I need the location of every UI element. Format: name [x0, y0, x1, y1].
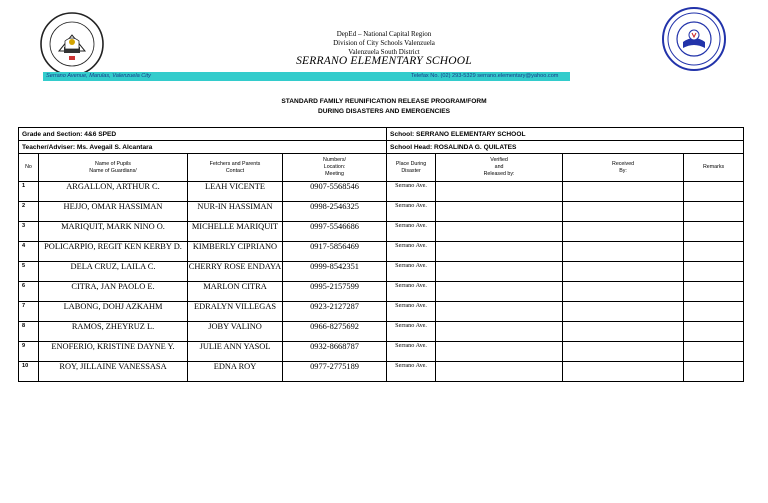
verified-cell [436, 242, 563, 262]
table-row [19, 182, 744, 202]
row-number: 10 [19, 362, 39, 382]
contact-number: 0977-2775189 [283, 362, 387, 382]
form-subtitle: DURING DISASTERS AND EMERGENCIES [317, 108, 450, 115]
remarks-cell [684, 322, 744, 342]
table-row [19, 302, 744, 322]
contact-number: 0917-5856469 [283, 242, 387, 262]
received-cell [563, 322, 684, 342]
form-title: STANDARD FAMILY REUNIFICATION RELEASE PROGRAM/FORM [281, 98, 487, 105]
fetcher-name: MARLON CITRA [188, 282, 283, 302]
remarks-cell [684, 262, 744, 282]
table-row [19, 322, 744, 342]
verified-cell [436, 182, 563, 202]
row-number: 9 [19, 342, 39, 362]
verified-cell [436, 282, 563, 302]
col-no: No [19, 154, 39, 182]
remarks-cell [684, 222, 744, 242]
table-row [19, 282, 744, 302]
fetcher-name: JOBY VALINO [188, 322, 283, 342]
received-cell [563, 222, 684, 242]
contact-number: 0999-8542351 [283, 262, 387, 282]
pupil-name: ENOFERIO, KRISTINE DAYNE Y. [39, 342, 188, 362]
pupil-name: RAMOS, ZHEYRUZ L. [39, 322, 188, 342]
remarks-cell [684, 302, 744, 322]
contact-number: 0907-5568546 [283, 182, 387, 202]
school-telefax: Telefax No. (02) 293-5329 serrano.elementary@yahoo.com [411, 73, 559, 79]
disaster-place: Serrano Ave. [387, 322, 436, 342]
fetcher-name: KIMBERLY CIPRIANO [188, 242, 283, 262]
row-number: 7 [19, 302, 39, 322]
remarks-cell [684, 362, 744, 382]
verified-cell [436, 322, 563, 342]
fetcher-name: NUR-IN HASSIMAN [188, 202, 283, 222]
division-line: Division of City Schools Valenzuela [333, 39, 435, 47]
school-field: School: SERRANO ELEMENTARY SCHOOL [387, 128, 744, 141]
remarks-cell [684, 182, 744, 202]
region-line: DepEd – National Capital Region [336, 30, 432, 38]
disaster-place: Serrano Ave. [387, 362, 436, 382]
remarks-cell [684, 242, 744, 262]
col-contact: Numbers/ Location: Meeting [283, 154, 387, 182]
verified-cell [436, 222, 563, 242]
info-row [19, 128, 744, 141]
verified-cell [436, 362, 563, 382]
remarks-cell [684, 342, 744, 362]
grade-section: Grade and Section: 4&6 SPED [19, 128, 387, 141]
pupil-name: POLICARPIO, REGIT KEN KERBY D. [39, 242, 188, 262]
contact-number: 0997-5546686 [283, 222, 387, 242]
received-cell [563, 262, 684, 282]
received-cell [563, 182, 684, 202]
contact-number: 0995-2157599 [283, 282, 387, 302]
fetcher-name: LEAH VICENTE [188, 182, 283, 202]
fetcher-name: EDRALYN VILLEGAS [188, 302, 283, 322]
col-verified: Verified and Released by: [436, 154, 563, 182]
column-header-row [19, 154, 744, 182]
district-line: Valenzuela South District [348, 48, 420, 56]
verified-cell [436, 202, 563, 222]
adviser-field: Teacher/Adviser: Ms. Avegail S. Alcantara [19, 141, 387, 154]
contact-number: 0966-8275692 [283, 322, 387, 342]
disaster-place: Serrano Ave. [387, 222, 436, 242]
disaster-place: Serrano Ave. [387, 282, 436, 302]
row-number: 5 [19, 262, 39, 282]
fetcher-name: CHERRY ROSE ENDAYA [188, 262, 283, 282]
fetcher-name: MICHELLE MARIQUIT [188, 222, 283, 242]
verified-cell [436, 302, 563, 322]
col-received: Received By: [563, 154, 684, 182]
contact-number: 0923-2127287 [283, 302, 387, 322]
school-head-field: School Head: ROSALINDA G. QUILATES [387, 141, 744, 154]
contact-number: 0998-2546325 [283, 202, 387, 222]
fetcher-name: EDNA ROY [188, 362, 283, 382]
verified-cell [436, 342, 563, 362]
pupil-name: ARGALLON, ARTHUR C. [39, 182, 188, 202]
pupil-name: LABONG, DOHJ AZKAHM [39, 302, 188, 322]
row-number: 1 [19, 182, 39, 202]
row-number: 8 [19, 322, 39, 342]
row-number: 3 [19, 222, 39, 242]
disaster-place: Serrano Ave. [387, 182, 436, 202]
pupil-name: MARIQUIT, MARK NINO O. [39, 222, 188, 242]
fetcher-name: JULIE ANN YASOL [188, 342, 283, 362]
row-number: 2 [19, 202, 39, 222]
disaster-place: Serrano Ave. [387, 302, 436, 322]
remarks-cell [684, 282, 744, 302]
pupil-name: ROY, JILLAINE VANESSASA [39, 362, 188, 382]
row-number: 4 [19, 242, 39, 262]
disaster-place: Serrano Ave. [387, 342, 436, 362]
received-cell [563, 362, 684, 382]
col-pupil: Name of Pupils Name of Guardians/ [39, 154, 188, 182]
table-row [19, 242, 744, 262]
contact-bar [43, 72, 570, 81]
table-row [19, 342, 744, 362]
table-row [19, 262, 744, 282]
reunification-table [18, 127, 744, 382]
pupil-name: HEJJO, OMAR HASSIMAN [39, 202, 188, 222]
disaster-place: Serrano Ave. [387, 242, 436, 262]
table-row [19, 362, 744, 382]
table-row [19, 202, 744, 222]
row-number: 6 [19, 282, 39, 302]
pupil-name: DELA CRUZ, LAILA C. [39, 262, 188, 282]
table-row [19, 222, 744, 242]
received-cell [563, 282, 684, 302]
received-cell [563, 342, 684, 362]
col-place: Place During Disaster [387, 154, 436, 182]
school-name: SERRANO ELEMENTARY SCHOOL [296, 55, 472, 67]
verified-cell [436, 262, 563, 282]
pupil-name: CITRA, JAN PAOLO E. [39, 282, 188, 302]
contact-number: 0932-8668787 [283, 342, 387, 362]
info-row [19, 141, 744, 154]
received-cell [563, 242, 684, 262]
remarks-cell [684, 202, 744, 222]
school-address: Serrano Avenue, Marulas, Valenzuela City [46, 73, 151, 79]
col-remarks: Remarks [684, 154, 744, 182]
disaster-place: Serrano Ave. [387, 202, 436, 222]
col-fetcher: Fetchers and Parents Contact [188, 154, 283, 182]
received-cell [563, 302, 684, 322]
received-cell [563, 202, 684, 222]
disaster-place: Serrano Ave. [387, 262, 436, 282]
